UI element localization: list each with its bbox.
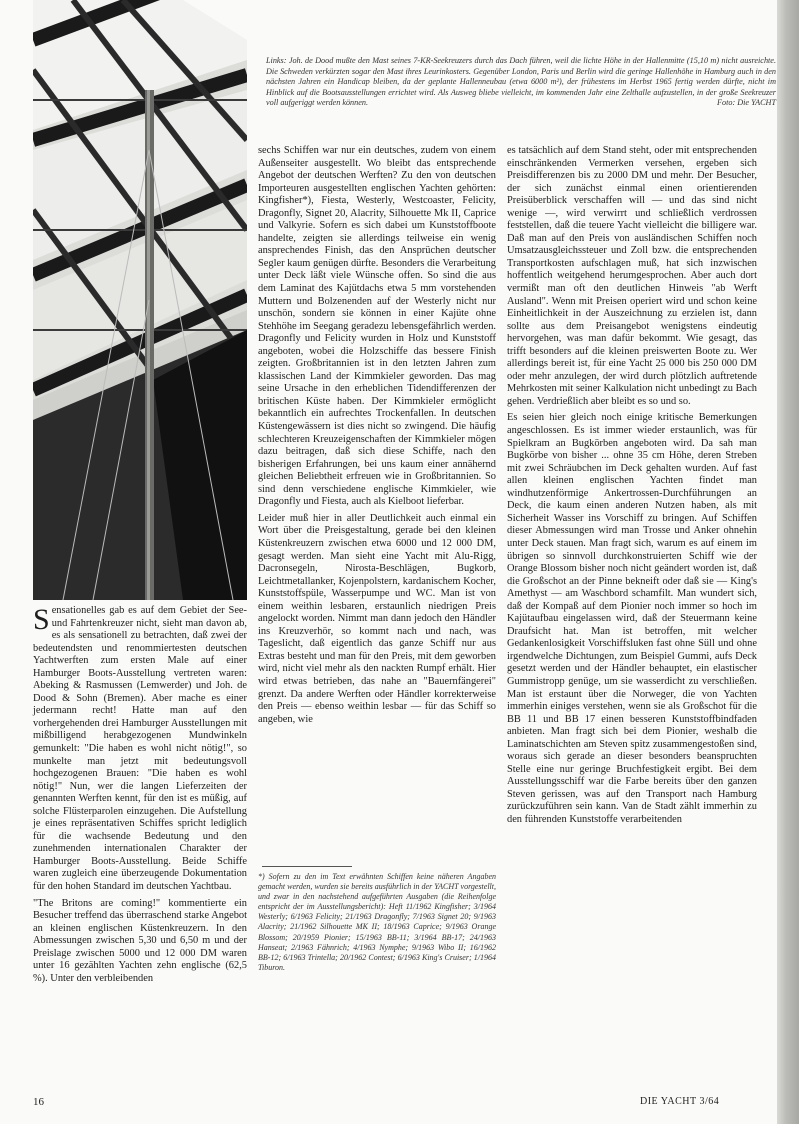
paragraph: sechs Schiffen war nur ein deutsches, zudem von einem Außenseiter ausgestellt. Wo bleibt das entsprechende Angebot der deutschen Werften? Zu den von deutschen Importeuren ausgestellten englischen Yachten gehörten: Kingfisher*), Fiesta, Westerly, Westcoaster, Felicity, Dragonfly, Signet 20, Alacrity, Silhouette Mk II, Caprice und Valkyrie. Sofern es sich dabei um Kunststoffboote handelte, zeigten sie allerdings teilweise ein wenig ansprechendes Finish, das den Ansprüchen deutscher Segler kaum genügen dürfte. Besonders die Verarbeitung unter Deck läßt viele Wünsche offen. So sind die aus dem Laminat des Kajütdachs etwa 5 mm vorstehenden Muttern und Bolzenenden auf der Westerly nicht nur unschön, sondern sie können in einer Kajüte ohne Stehhöhe im Seegang geradezu lebensgefährlich werden. Dragonfly und Felicity wurden in Holz und Kunststoff angeboten, wobei die Holzschiffe das bessere Finish zeigten. Großbritannien ist in den letzten Jahren zum klassischen Land der Kimmkieler geworden. Das mag seine Ursache in den erheblichen Tidendifferenzen der britischen Küste haben. Der Kimmkieler ermöglicht bekanntlich ein aufrechtes Trockenfallen. In deutschen Küstengewässern ist dies nicht so zwingend. Die häufig schlechteren Kreuzeigenschaften der Kimmkieler mögen dazu beitragen, daß sich diese Schiffe, nach den bisherigen Erfahrungen, bei uns kaum einer annähernd gleichen Beliebtheit erfreuen wie in Großbritannien. So sind denn verschiedene englische Kimmkieler, wie Dragonfly und Fiesta, auch als Kielboot lieferbar. (258, 145, 496, 508)
text-column-2 (258, 145, 496, 730)
photo-caption (266, 56, 776, 109)
paragraph (33, 605, 247, 894)
photo-mast-through-roof (33, 0, 247, 600)
paragraph: es tatsächlich auf dem Stand steht, oder mit entsprechenden einschränkenden Vermerken versehen, ergeben sich Preisdifferenzen bis zu 2000 DM und mehr. Der Besucher, der sich zunächst einmal einen orientierenden Preisüberblick verschaffen will — und das sind nicht wenige —, wird verwirrt und schließlich verdrossen feststellen, daß die teuere Yacht vielleicht die billigere war. Daß man auf den Preis von ausländischen Schiffen noch Umsatzausgleichssteuer und Zoll bzw. die entsprechenden Transportkosten aufschlagen muß, hat sich inzwischen hoffentlich weitgehend herumgesprochen. Aber auch dort vermißt man oft den deutlichen Hinweis "ab Werft Ausland". Wenn mit Preisen operiert wird und schon keine Einheitlichkeit in der Auszeichnung zu erzielen ist, dann sollte aus dem Preisangebot wenigstens eindeutig hervorgehen, was man dafür bekommt. Wie gesagt, das trifft besonders auf die kleinen preiswerten Boote zu. Wer allerdings bereit ist, für eine Yacht 25 000 bis 250 000 DM oder mehr anzulegen, der wird durch plötzlich auftretende Mehrkosten mit seiner Kalkulation nicht unbedingt zu Bach gehen. Verdrießlich aber bleibt es so und so. (507, 145, 757, 407)
page-number: 16 (33, 1096, 44, 1108)
paragraph: "The Britons are coming!" kommentierte ein Besucher treffend das überraschend starke Angebot an kleinen englischen Küstenkreuzern. In den Abmessungen zwischen 5,30 und 6,50 m und der Preislage zwischen 5000 und 12 000 DM waren unter 16 gezählten Yachten zehn englische (62,5 %). Unter den verbleibenden (33, 897, 247, 984)
text-column-1 (33, 605, 247, 989)
paragraph-text: ensationelles gab es auf dem Gebiet der See- und Fahrtenkreuzer nicht, sieht man davon ab, es als sensationell zu betrachten, daß zwei der bedeutendsten und renommiertesten deutschen Yachtwerften zum ersten Male auf einer Hamburger Boots-Ausstellung vertreten waren: Abeking & Rasmussen (Lemwerder) und Joh. de Dood & Sohn (Bremen). Aber mache es einer jedermann recht! Hatte man auf den vorhergehenden drei Hamburger Ausstellungen mit mißbilligend herabgezogenen Mundwinkeln gemunkelt: "Die haben es wohl nicht nötig!", so munkelte man jetzt mit bedeutungsvoll hochgezogenen Brauen: "Die haben es wohl nötig!" Nun, wer die langen Lieferzeiten der genannten Werften kennt, für den ist es müßig, auf solche Flüsterparolen einzugehen. Die Aufstellung je eines repräsentativen Schiffes spricht lediglich für die wachsende Bedeutung und den zunehmenden internationalen Charakter der Hamburger Boots-Ausstellung. Beide Schiffe waren zugleich eine überzeugende Dokumentation für den hohen Standard im deutschen Yachtbau. (33, 605, 247, 893)
photo-credit: Foto: Die YACHT (716, 98, 776, 108)
footnote-divider (262, 866, 352, 867)
page-edge (777, 0, 799, 1124)
paragraph: Es seien hier gleich noch einige kritische Bemerkungen angeschlossen. Es ist immer wieder erstaunlich, was für Spielkram an Bugkörben angeboten wird. Da sah man Bugkörbe von bisher ... ohne 35 cm Höhe, deren Streben mit zwei Schräubchen im Deck gehalten wurden. Auf fast allen kleinen englischen Yachten findet man windhutzenförmige Ankertrossen-Durchführungen an Deck, die kaum einen anderen Nutzen haben, als mit Sicherheit Wasser ins Vorschiff zu bringen. Auf Schiffen dieser Abmessungen wird man Trosse und Anker ohnehin unter Deck stauen. Man fragt sich, warum es auf einem im übrigen so sinnvoll durchkonstruierten Schiff wie der Orange Blossom bisher noch nicht geändert worden ist, daß die Großschot an der Pinne bekneift oder daß sie — King's Amethyst — am Waschbord schamfilt. Man wundert sich, daß der Kompaß auf dem Pionier noch immer so hoch im Kajütaufbau eingelassen wird, daß der Steuermann keine Draufsicht hat. Man ist betroffen, mit welcher Gedankenlosigkeit Vorschiffsluken fast ohne Süll und ohne irgendwelche Dichtungen, zum Beispiel Gummi, aufs Deck gesetzt werden und der Händler behauptet, ein elastischer Gummistropp genüge, um sie wasserdicht zu verschließen. Man ist erstaunt über die Norweger, die von Yachten immerhin einiges verstehen, wenn sie als Großschot für die BB 11 und BB 17 einen besseren Kunststoffbindfaden anbieten. Man fragt sich bei dem Pionier, weshalb die Laminatschichten am Steven spitz zusammengestoßen sind, woraus sich gerade an dieser besonders beanspruchten Stelle eine nur geringe Bruchfestigkeit ergibt. Bei dem Ausstellungsschiff war die Farbe bereits über den ganzen Steven gerissen, was auf den Transport nach Hamburg zurückzuführen sein kann. Van de Stadt zählt immerhin zu den führenden Kunststoffe verarbeitenden (507, 412, 757, 825)
text-column-3 (507, 145, 757, 831)
paragraph: Leider muß hier in aller Deutlichkeit auch einmal ein Wort über die Preisgestaltung, gerade bei den kleinen Küstenkreuzern zwischen etwa 6000 und 12 000 DM, gesagt werden. Man sieht eine Yacht mit Alu-Rigg, Dacronsegeln, Nirosta-Beschlägen, Bugkorb, Leichtmetallanker, Kojenpolstern, kardanischem Kocher, Kunststoffspüle, Wasserpumpe und WC. Man ist von einem weithin lesbaren, erstaunlich niedrigen Preis angelockt worden. Nimmt man dann jedoch den Händler ins Kreuzverhör, so kommt nach und nach, was Tageslicht, daß eigentlich das ganze Schiff nur aus Extras besteht und man für den Preis, mit dem geworben wird, nicht viel mehr als den nackten Rumpf erhält. Hier wird etwas betrieben, das nahe an "Bauernfängerei" grenzt. Da andere Werften oder Händler korrekterweise den Preis — ebenso weithin lesbar — für das Schiff so angeben, wie (258, 512, 496, 725)
issue-line: DIE YACHT 3/64 (640, 1096, 720, 1107)
footnote: *) Sofern zu den im Text erwähnten Schiffen keine näheren Angaben gemacht werden, wurden sie bereits ausführlich in der YACHT vorgestellt, und zwar in den nachstehend aufgeführten Ausgaben (die Reihenfolge entspricht der im Ausstellungsbericht): Heft 11/1962 Kingfisher; 3/1964 Westerly; 6/1963 Felicity; 21/1963 Dragonfly; 7/1963 Signet 20; 9/1963 Alacrity; 21/1962 Silhouette MK II; 18/1963 Caprice; 9/1963 Orange Blossom; 20/1959 Pionier; 15/1963 BB-11; 3/1964 BB-17; 24/1963 Hanseat; 2/1963 Fähnrich; 4/1963 Nymphe; 9/1963 Wibo II; 16/1962 BB-12; 6/1963 Trintella; 20/1962 Contest; 6/1963 King's Cruiser; 1/1964 Tiburon. (258, 872, 496, 972)
caption-text: Links: Joh. de Dood mußte den Mast seines 7-KR-Seekreuzers durch das Dach führen, weil die lichte Höhe in der Hallenmitte (15,10 m) nicht ausreichte. Die Schweden verkürzten sogar den Mast ihres Leurinkosters. Gegenüber London, Paris und Berlin wird die geringe Hallenhöhe in Hamburg auch in den nächsten Jahren ein Handicap bleiben, da der geplante Hallenneubau (etwa 6000 m²), der frühestens im Herbst 1965 fertig werden dürfte, nicht im Hinblick auf die Bootsausstellungen errichtet wird. Als Ausweg bliebe vielleicht, im kommenden Jahr eine Zelthalle aufzustellen, in der große Seekreuzer voll aufgeriggt werden können. (266, 56, 776, 108)
drop-cap: S (33, 603, 50, 636)
